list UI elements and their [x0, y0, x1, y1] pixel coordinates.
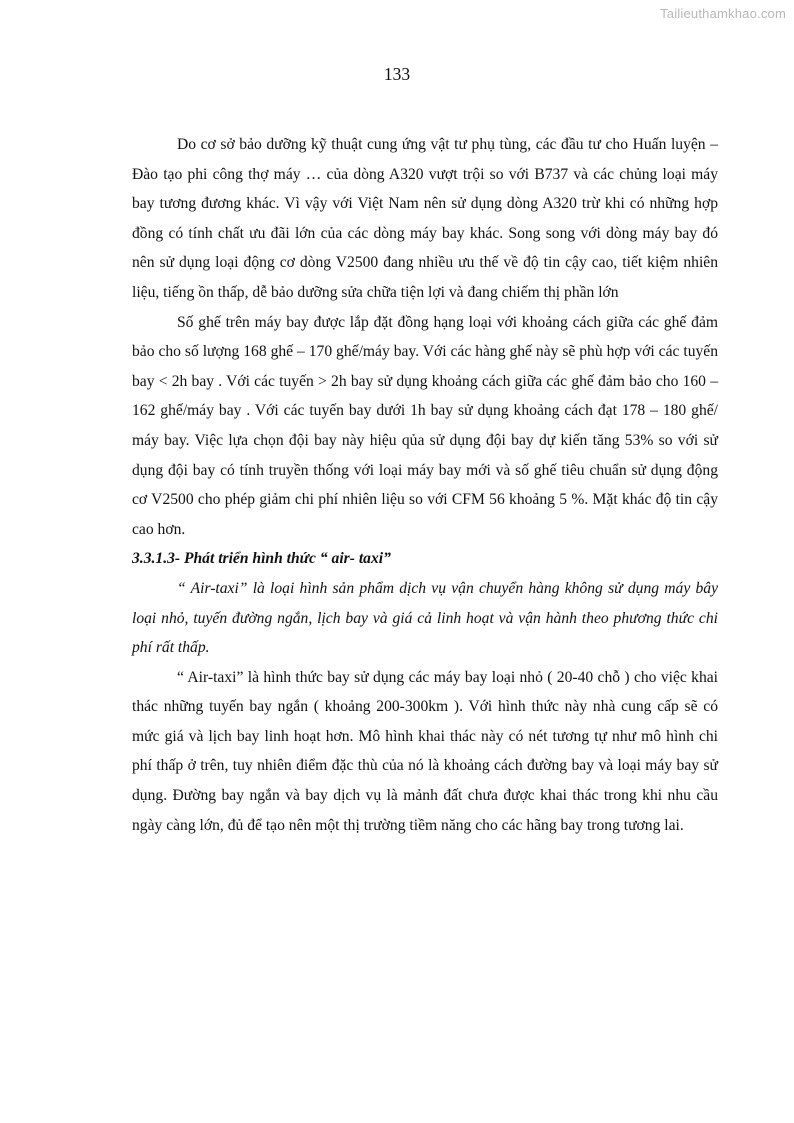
- document-body: [132, 130, 718, 840]
- section-heading-air-taxi: 3.3.1.3- Phát triển hình thức “ air- taxi”: [132, 550, 391, 568]
- paragraph-air-taxi-definition: “ Air-taxi” là loại hình sản phẩm dịch vụ vận chuyển hàng không sử dụng máy bây loại nhỏ, tuyến đường ngắn, lịch bay và giá cả linh hoạt và vận hành theo phương thức chi phí rất thấp.: [132, 579, 718, 657]
- paragraph-air-taxi-description: “ Air-taxi” là hình thức bay sử dụng các máy bay loại nhỏ ( 20-40 chỗ ) cho việc khai thác những tuyến bay ngắn ( khoảng 200-300km ). Với hình thức này nhà cung cấp sẽ có mức giá và lịch bay linh hoạt hơn. Mô hình khai thác này có nét tương tự như mô hình chi phí thấp ở trên, tuy nhiên điểm đặc thù của nó là khoảng cách đường bay và loại máy bay sử dụng. Đường bay ngắn và bay dịch vụ là mảnh đất chưa được khai thác trong khi nhu cầu ngày càng lớn, đủ để tạo nên một thị trường tiềm năng cho các hãng bay trong tương lai.: [132, 668, 718, 834]
- paragraph-maintenance-a320: Do cơ sở bảo dưỡng kỹ thuật cung ứng vật tư phụ tùng, các đầu tư cho Huấn luyện – Đào tạo phi công thợ máy … của dòng A320 vượt trội so với B737 và các chủng loại máy bay tương đương khác. Vì vậy với Việt Nam nên sử dụng dòng A320 trừ khi có những hợp đồng có tính chất ưu đãi lớn của các dòng máy bay khác. Song song với dòng máy bay đó nên sử dụng loại động cơ dòng V2500 đang nhiều ưu thế về độ tin cậy cao, tiết kiệm nhiên liệu, tiếng ồn thấp, dễ bảo dưỡng sửa chữa tiện lợi và đang chiếm thị phần lớn: [132, 136, 718, 301]
- paragraph-seat-configuration: Số ghế trên máy bay được lắp đặt đồng hạng loại với khoảng cách giữa các ghế đảm bảo cho số lượng 168 ghế – 170 ghế/máy bay. Với các hàng ghế này sẽ phù hợp với các tuyến bay < 2h bay . Với các tuyến > 2h bay sử dụng khoảng cách giữa các ghế đảm bảo cho 160 – 162 ghế/máy bay . Với các tuyến bay dưới 1h bay sử dụng khoảng cách đạt 178 – 180 ghế/ máy bay. Việc lựa chọn đội bay này hiệu qủa sử dụng đội bay dự kiến tăng 53% so với sử dụng đội bay có tính truyền thống với loại máy bay mới và số ghế tiêu chuẩn sử dụng động cơ V2500 cho phép giảm chi phí nhiên liệu so với CFM 56 khoảng 5 %. Mặt khác độ tin cậy cao hơn.: [132, 313, 718, 538]
- page-number: 133: [383, 64, 411, 84]
- watermark: Tailieuthamkhao.com: [660, 6, 786, 21]
